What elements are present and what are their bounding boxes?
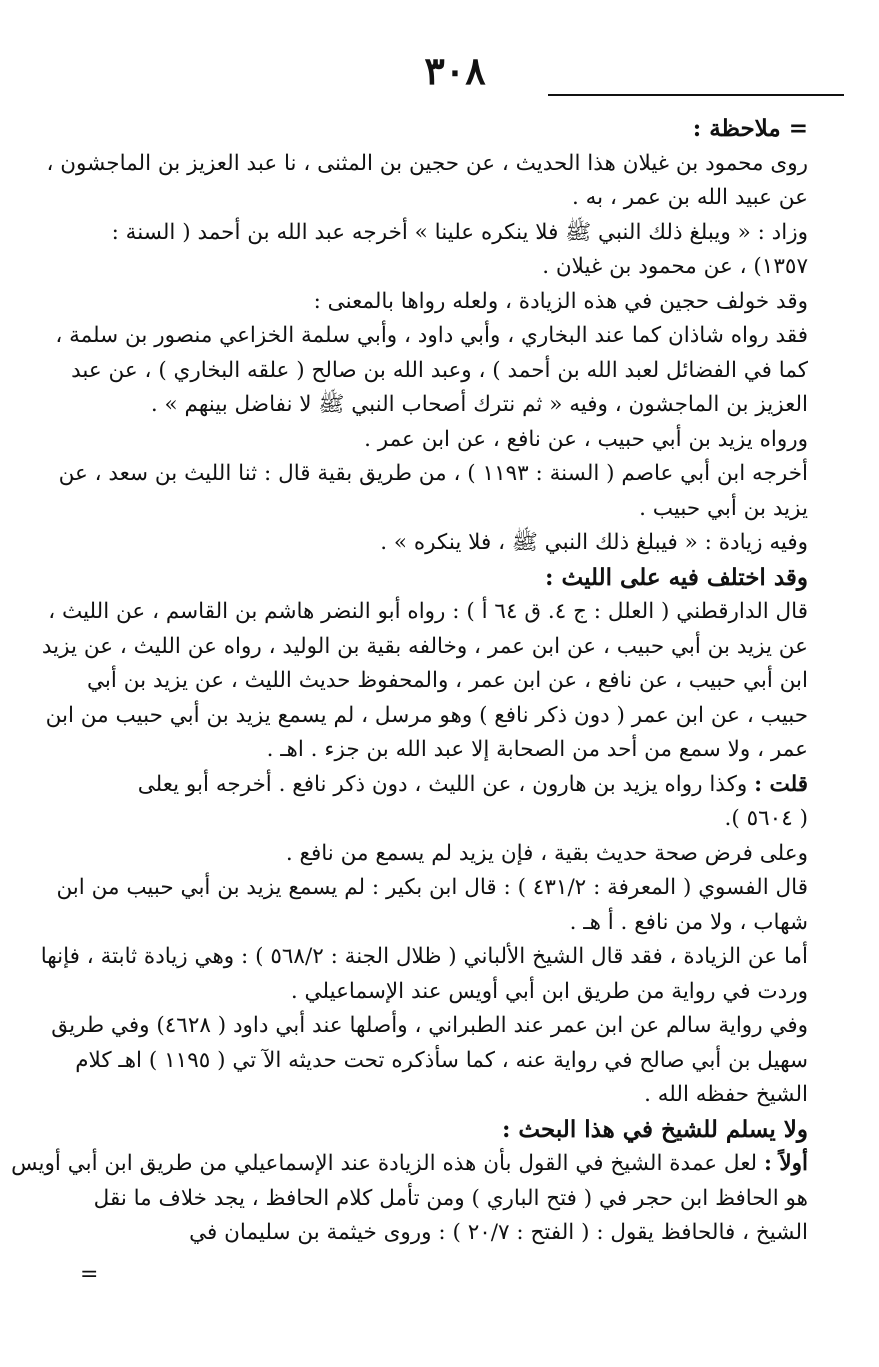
text-line: وقد خولف حجين في هذه الزيادة ، ولعله رواها بالمعنى : <box>313 288 808 314</box>
line-text: لعل عمدة الشيخ في القول بأن هذه الزيادة عند الإسماعيلي من طريق ابن أبي أويس <box>11 1151 764 1176</box>
text-line: شهاب ، ولا من نافع . أ هـ . <box>569 909 808 935</box>
text-line <box>80 768 808 803</box>
text-line: الشيخ حفظه الله . <box>644 1082 808 1107</box>
text-line: وعلى فرض صحة حديث بقية ، فإن يزيد لم يسمع من نافع . <box>285 840 808 866</box>
text-line: عن عبيد الله بن عمر ، به . <box>571 185 808 210</box>
text-line: وفيه زيادة : « فيبلغ ذلك النبي ﷺ ، فلا ينكره » . <box>380 530 808 555</box>
text-line: فقد رواه شاذان كما عند البخاري ، وأبي داود ، وأبي سلمة الخزاعي منصور بن سلمة ، <box>55 323 808 348</box>
section-heading: وقد اختلف فيه على الليث : <box>545 563 808 591</box>
text-line: قال الدارقطني ( العلل : ج ٤. ق ٦٤ أ ) : رواه أبو النضر هاشم بن القاسم ، عن الليث ، <box>48 599 808 624</box>
section-heading: = ملاحظة : <box>692 115 808 142</box>
text-line: يزيد بن أبي حبيب . <box>639 495 808 521</box>
text-line: عمر ، ولا سمع من أحد من الصحابة إلا عبد الله بن جزء . اهـ . <box>266 737 808 762</box>
text-line: الشيخ ، فالحافظ يقول : ( الفتح : ٢٠/٧ ) : وروى خيثمة بن سليمان في <box>189 1220 808 1245</box>
text-line: كما في الفضائل لعبد الله بن أحمد ) ، وعبد الله بن صالح ( علقه البخاري ) ، عن عبد <box>71 357 808 383</box>
lead-word: قلت : <box>754 771 808 797</box>
text-line: ورواه يزيد بن أبي حبيب ، عن نافع ، عن ابن عمر . <box>364 426 808 452</box>
header-rule <box>548 94 844 96</box>
text-line: قال الفسوي ( المعرفة : ٤٣١/٢ ) : قال ابن بكير : لم يسمع يزيد بن أبي حبيب من ابن <box>56 875 808 900</box>
text-line: وردت في رواية من طريق ابن أبي أويس عند الإسماعيلي . <box>290 978 808 1004</box>
text-line: روى محمود بن غيلان هذا الحديث ، عن حجين بن المثنى ، نا عبد العزيز بن الماجشون ، <box>46 150 808 176</box>
text-line <box>11 1147 808 1182</box>
text-line: ابن أبي حبيب ، عن نافع ، عن ابن عمر ، والمحفوظ حديث الليث ، عن يزيد بن أبي <box>87 668 808 693</box>
page-number: ٣٠٨ <box>424 48 486 93</box>
text-line: ( ٥٦٠٤ ). <box>724 806 808 831</box>
text-line: أخرجه ابن أبي عاصم ( السنة : ١١٩٣ ) ، من طريق بقية قال : ثنا الليث بن سعد ، عن <box>58 461 808 486</box>
text-line: أما عن الزيادة ، فقد قال الشيخ الألباني ( ظلال الجنة : ٥٦٨/٢ ) : وهي زيادة ثابتة ، فإنها <box>40 944 808 969</box>
text-line: وزاد : « ويبلغ ذلك النبي ﷺ فلا ينكره علينا » أخرجه عبد الله بن أحمد ( السنة : <box>111 219 808 245</box>
text-line: حبيب ، عن ابن عمر ( دون ذكر نافع ) وهو مرسل ، لم يسمع يزيد بن أبي حبيب من ابن <box>45 702 808 728</box>
text-line: هو الحافظ ابن حجر في ( فتح الباري ) ومن تأمل كلام الحافظ ، يجد خلاف ما نقل <box>93 1185 808 1211</box>
line-text: وكذا رواه يزيد بن هارون ، عن الليث ، دون ذكر نافع . أخرجه أبو يعلى <box>137 771 755 797</box>
text-line: العزيز بن الماجشون ، وفيه « ثم نترك أصحاب النبي ﷺ لا نفاضل بينهم » . <box>150 392 808 417</box>
text-line: عن يزيد بن أبي حبيب ، عن ابن عمر ، وخالفه بقية بن الوليد ، رواه عن الليث ، عن يزيد <box>41 633 808 659</box>
text-line: وفي رواية سالم عن ابن عمر عند الطبراني ، وأصلها عند أبي داود ( ٤٦٢٨) وفي طريق <box>51 1013 808 1038</box>
page-body <box>11 112 808 1251</box>
lead-word: أولاً : <box>763 1151 808 1176</box>
section-heading: ولا يسلم للشيخ في هذا البحث : <box>501 1115 808 1143</box>
text-line: سهيل بن أبي صالح في رواية عنه ، كما سأذكره تحت حديثه الآ تي ( ١١٩٥ ) اهـ كلام <box>75 1047 808 1073</box>
continuation-mark: = <box>80 1262 99 1287</box>
text-line: ١٣٥٧) ، عن محمود بن غيلان . <box>542 254 808 279</box>
